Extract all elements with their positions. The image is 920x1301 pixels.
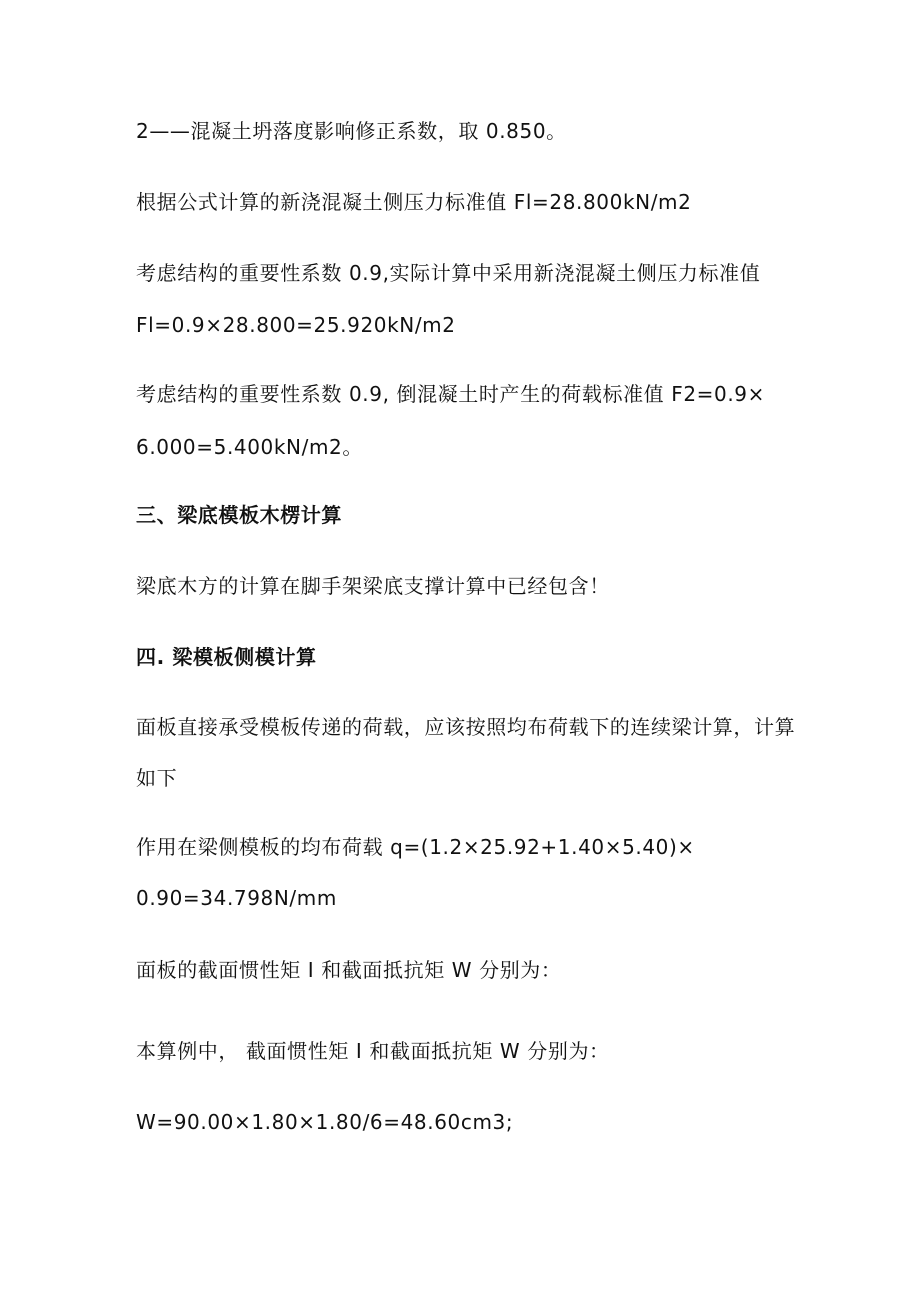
- text-line-panel-load: 面板直接承受模板传递的荷载，应该按照均布荷载下的连续梁计算，计算: [136, 715, 796, 739]
- text-line-section-properties: 面板的截面惯性矩 I 和截面抵抗矩 W 分别为：: [136, 958, 562, 982]
- section-heading-3: 三、梁底模板木楞计算: [136, 503, 342, 527]
- text-line-slump-factor: 2——混凝土坍落度影响修正系数，取 0.850。: [136, 119, 567, 143]
- text-line-pouring-load: 考虑结构的重要性系数 0.9, 倒混凝土时产生的荷载标准值 F2=0.9×: [136, 382, 765, 406]
- text-line-timber-note: 梁底木方的计算在脚手架梁底支撑计算中已经包含！: [136, 574, 610, 598]
- text-line-importance-factor: 考虑结构的重要性系数 0.9,实际计算中采用新浇混凝土侧压力标准值: [136, 261, 761, 285]
- text-line-lateral-pressure-result: Fl=0.9×28.800=25.920kN/m2: [136, 313, 456, 337]
- text-line-pouring-load-result: 6.000=5.400kN/m2。: [136, 435, 363, 459]
- text-line-uniform-load-result: 0.90=34.798N/mm: [136, 886, 337, 910]
- text-line-uniform-load: 作用在梁侧模板的均布荷载 q=(1.2×25.92+1.40×5.40)×: [136, 835, 695, 859]
- section-heading-4: 四. 梁模板侧模计算: [136, 645, 317, 669]
- text-line-lateral-pressure: 根据公式计算的新浇混凝土侧压力标准值 Fl=28.800kN/m2: [136, 190, 692, 214]
- text-line-example-properties: 本算例中， 截面惯性矩 I 和截面抵抗矩 W 分别为：: [136, 1039, 610, 1063]
- text-line-section-modulus: W=90.00×1.80×1.80/6=48.60cm3;: [136, 1110, 514, 1134]
- text-line-as-follows: 如下: [136, 766, 178, 790]
